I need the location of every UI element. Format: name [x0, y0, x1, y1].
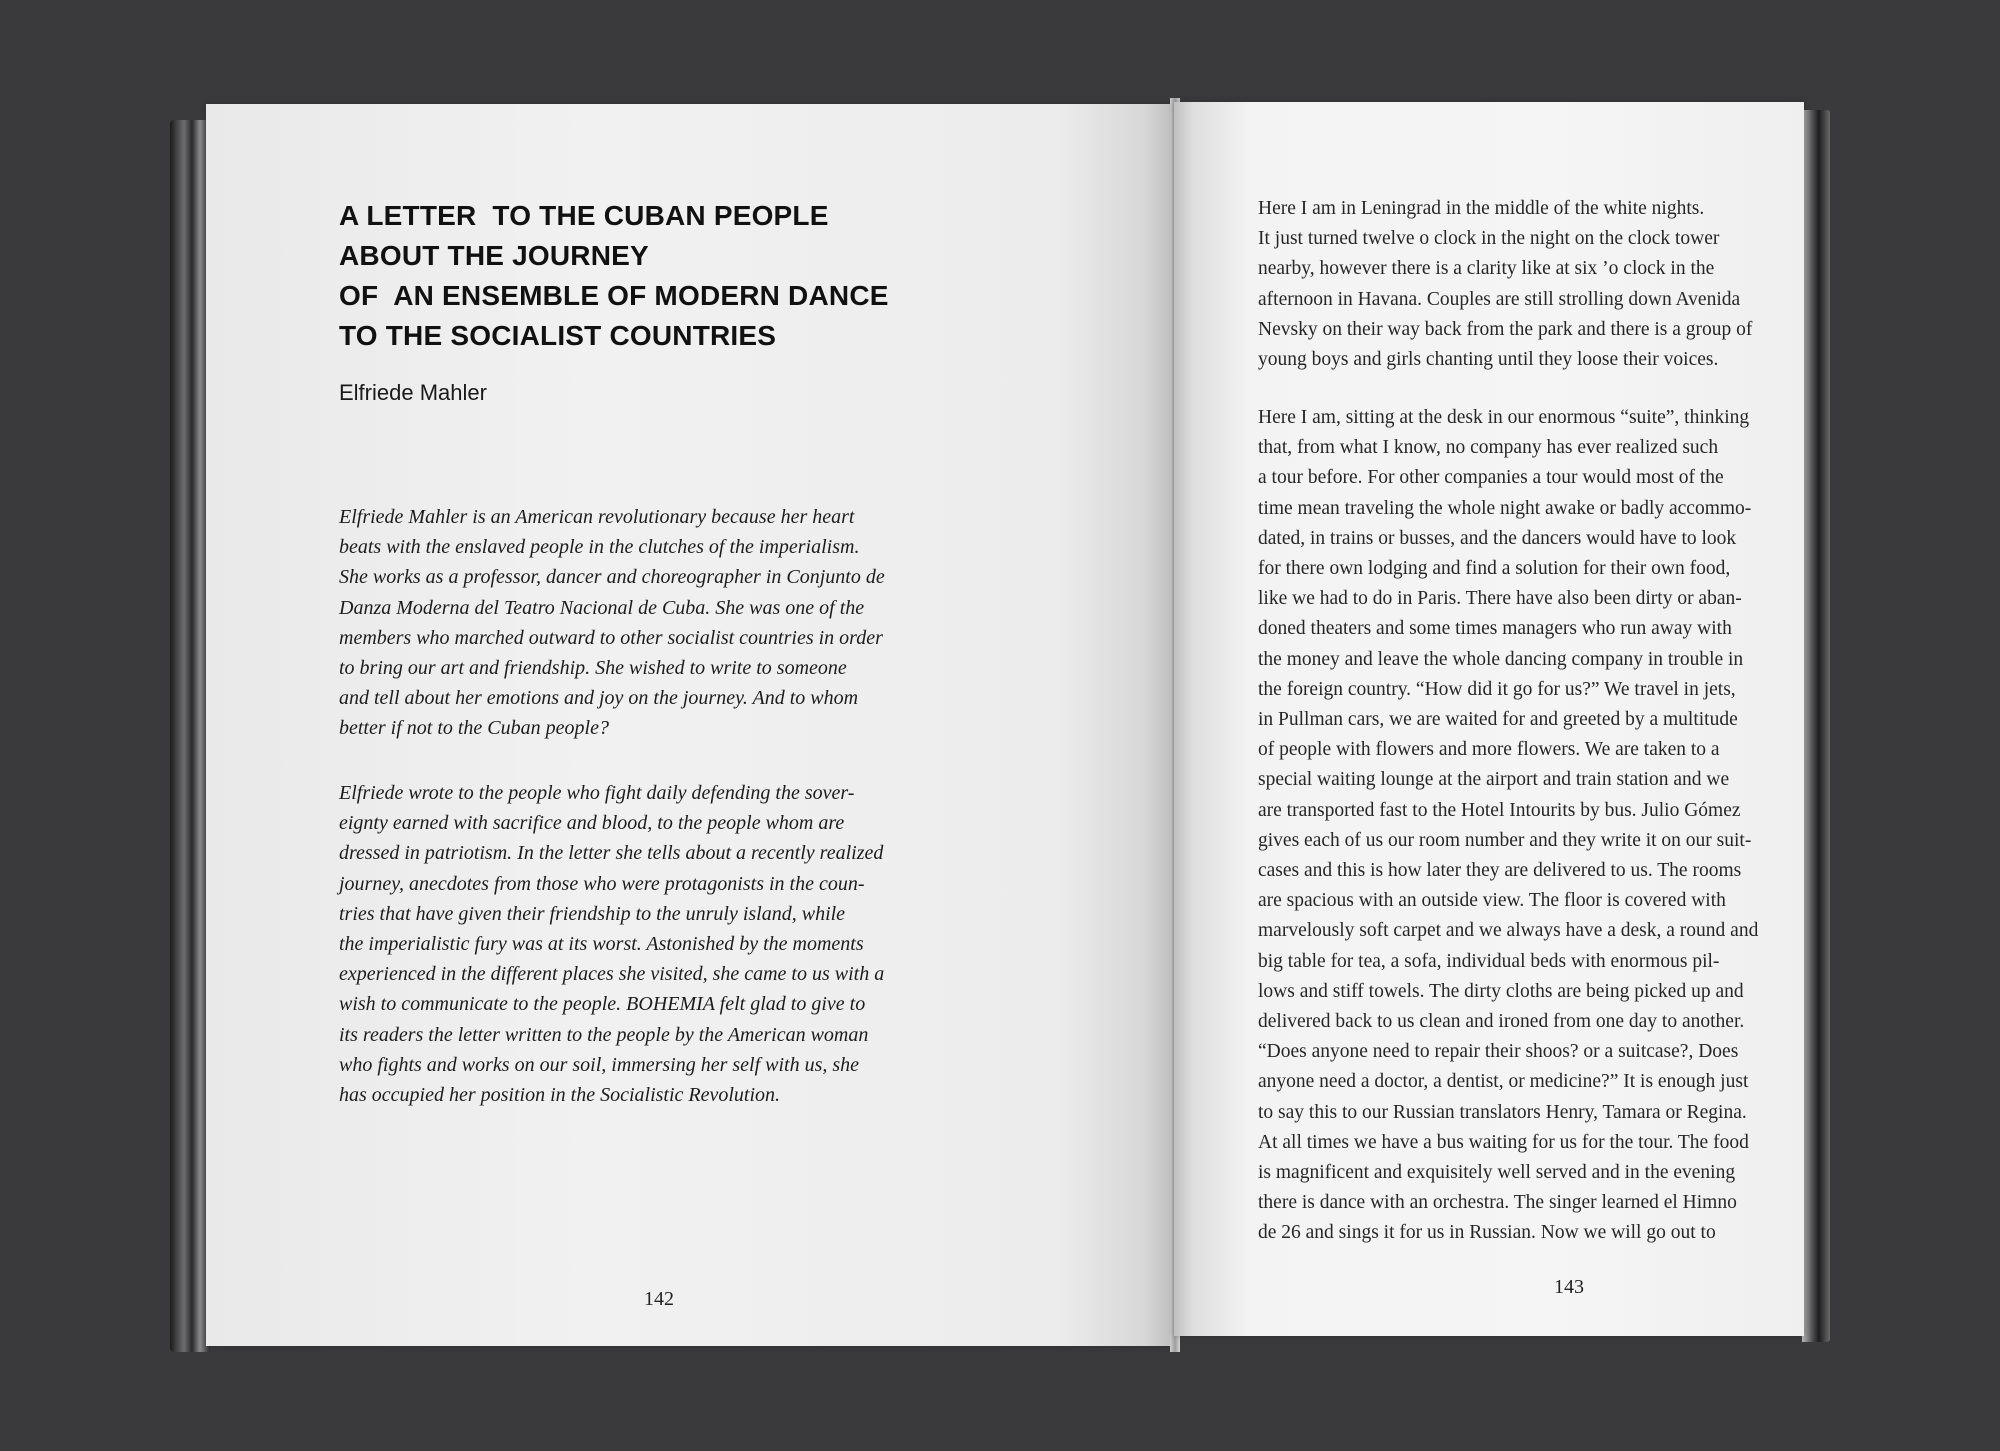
text-line: beats with the enslaved people in the clutches of the imperialism.: [339, 536, 860, 559]
text-line: She works as a professor, dancer and choreographer in Conjunto de: [339, 566, 885, 589]
text-line: of people with flowers and more flowers. We are taken to a: [1258, 739, 1720, 761]
title-line: A LETTER TO THE CUBAN PEOPLE: [339, 200, 829, 231]
book-edge-left: [170, 120, 210, 1352]
text-line: in Pullman cars, we are waited for and greeted by a multitude: [1258, 709, 1738, 731]
text-line: lows and stiff towels. The dirty cloths are being picked up and: [1258, 980, 1744, 1002]
text-line: eignty earned with sacrifice and blood, to the people whom are: [339, 812, 845, 835]
text-line: big table for tea, a sofa, individual beds with enormous pil-: [1258, 950, 1720, 972]
text-line: tries that have given their friendship to the unruly island, while: [339, 902, 846, 925]
title-line: TO THE SOCIALIST COUNTRIES: [339, 320, 777, 351]
text-line: Here I am in Leningrad in the middle of the white nights.: [1258, 198, 1705, 219]
intro-paragraph: [339, 502, 989, 744]
text-line: Elfriede wrote to the people who fight daily defending the sover-: [339, 782, 855, 804]
text-line: the imperialistic fury was at its worst. Astonished by the moments: [339, 933, 864, 956]
text-line: “Does anyone need to repair their shoos? or a suitcase?, Does: [1258, 1041, 1739, 1063]
text-line: has occupied her position in the Socialistic Revolution.: [339, 1084, 781, 1107]
text-line: journey, anecdotes from those who were protagonists in the coun-: [339, 872, 865, 895]
text-line: are transported fast to the Hotel Intourits by bus. Julio Gómez: [1258, 799, 1741, 821]
paragraph-2: [1258, 403, 1878, 1249]
text-line: wish to communicate to the people. BOHEMIA felt glad to give to: [339, 993, 866, 1016]
text-line: dated, in trains or busses, and the dancers would have to look: [1258, 527, 1737, 549]
text-line: de 26 and sings it for us in Russian. Now we will go out to: [1258, 1222, 1716, 1244]
text-line: and tell about her emotions and joy on the journey. And to whom: [339, 687, 859, 710]
text-line: experienced in the different places she visited, she came to us with a: [339, 963, 885, 986]
text-line: Here I am, sitting at the desk in our enormous “suite”, thinking: [1258, 407, 1750, 428]
text-line: Elfriede Mahler is an American revolutionary because her heart: [339, 506, 855, 528]
text-line: like we had to do in Paris. There have also been dirty or aban-: [1258, 588, 1742, 610]
text-line: Nevsky on their way back from the park and there is a group of: [1258, 318, 1753, 340]
title-line: ABOUT THE JOURNEY: [339, 240, 649, 271]
paragraph-1: [1258, 194, 1878, 375]
text-line: dressed in patriotism. In the letter she tells about a recently realized: [339, 842, 884, 865]
text-line: nearby, however there is a clarity like at six ’o clock in the: [1258, 258, 1715, 280]
title-line: OF AN ENSEMBLE OF MODERN DANCE: [339, 280, 889, 311]
text-line: doned theaters and some times managers who run away with: [1258, 618, 1732, 640]
text-line: its readers the letter written to the people by the American woman: [339, 1023, 869, 1046]
left-page: [206, 104, 1174, 1346]
page-number: 142: [644, 1288, 674, 1310]
text-line: delivered back to us clean and ironed from one day to another.: [1258, 1011, 1745, 1033]
text-line: time mean traveling the whole night awake or badly accommo-: [1258, 497, 1752, 519]
text-line: the foreign country. “How did it go for us?” We travel in jets,: [1258, 678, 1736, 700]
text-line: cases and this is how later they are delivered to us. The rooms: [1258, 860, 1742, 882]
text-line: there is dance with an orchestra. The singer learned el Himno: [1258, 1192, 1737, 1214]
text-line: the money and leave the whole dancing company in trouble in: [1258, 648, 1744, 670]
text-line: It just turned twelve o clock in the night on the clock tower: [1258, 228, 1720, 250]
text-line: to bring our art and friendship. She wished to write to someone: [339, 657, 847, 680]
text-line: afternoon in Havana. Couples are still strolling down Avenida: [1258, 288, 1741, 310]
text-line: is magnificent and exquisitely well served and in the evening: [1258, 1162, 1736, 1184]
article-title: [339, 196, 1039, 356]
text-line: that, from what I know, no company has ever realized such: [1258, 437, 1719, 459]
page-number: 143: [1554, 1276, 1584, 1298]
text-line: better if not to the Cuban people?: [339, 717, 609, 740]
text-line: members who marched outward to other socialist countries in order: [339, 626, 883, 649]
right-page: [1174, 102, 1804, 1336]
text-line: are spacious with an outside view. The floor is covered with: [1258, 890, 1726, 912]
second-paragraph: [339, 778, 989, 1110]
text-line: who fights and works on our soil, immersing her self with us, she: [339, 1053, 860, 1076]
text-line: At all times we have a bus waiting for us for the tour. The food: [1258, 1131, 1749, 1153]
text-line: gives each of us our room number and they write it on our suit-: [1258, 829, 1752, 851]
text-line: special waiting lounge at the airport and train station and we: [1258, 769, 1730, 791]
text-line: marvelously soft carpet and we always have a desk, a round and: [1258, 920, 1759, 942]
open-book: [170, 98, 1830, 1358]
text-line: Danza Moderna del Teatro Nacional de Cuba. She was one of the: [339, 596, 865, 619]
text-line: anyone need a doctor, a dentist, or medicine?” It is enough just: [1258, 1071, 1749, 1093]
text-line: for there own lodging and find a solution for their own food,: [1258, 558, 1731, 580]
text-line: a tour before. For other companies a tour would most of the: [1258, 467, 1724, 489]
text-line: young boys and girls chanting until they loose their voices.: [1258, 349, 1719, 371]
author-name: Elfriede Mahler: [339, 380, 487, 405]
text-line: to say this to our Russian translators Henry, Tamara or Regina.: [1258, 1101, 1747, 1123]
